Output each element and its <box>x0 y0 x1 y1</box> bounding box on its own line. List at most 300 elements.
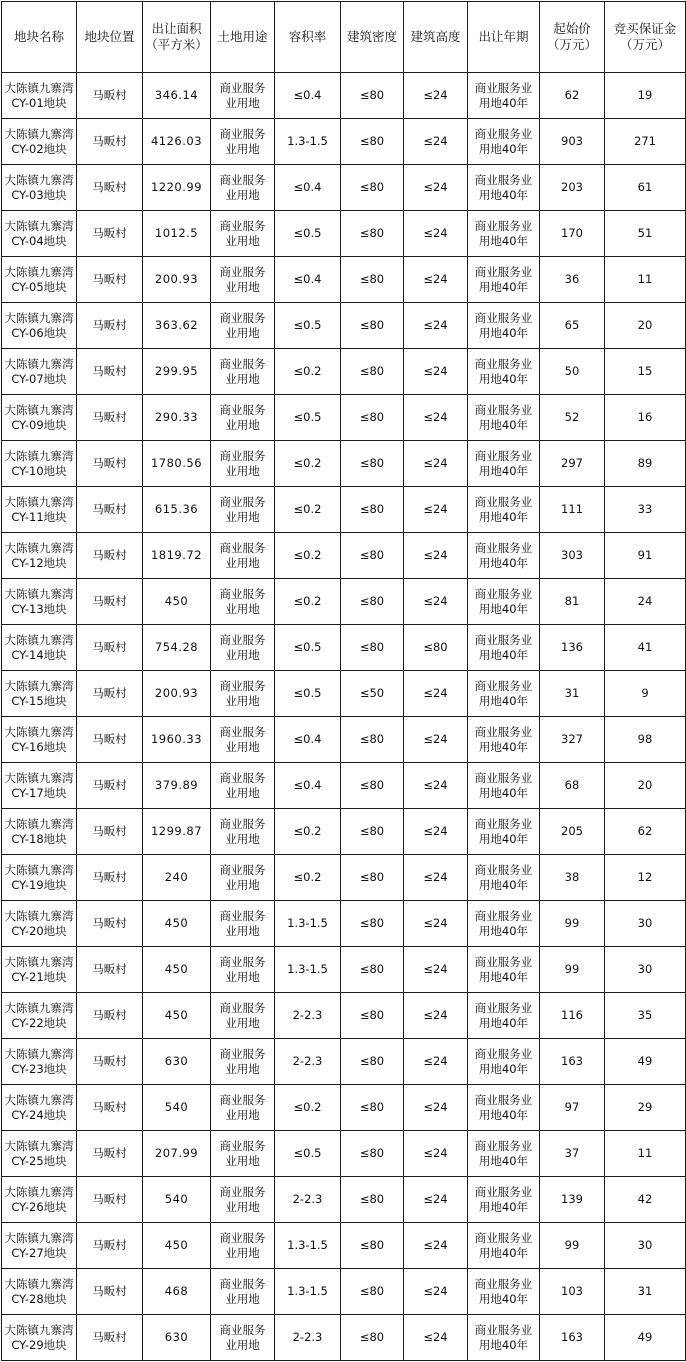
cell-value: ≤0.4 <box>293 88 322 102</box>
cell-value: 163 <box>561 1054 583 1068</box>
cell-line: 用地40年 <box>478 1107 529 1122</box>
cell-value: 马畈村 <box>92 226 127 240</box>
cell-line: 商业服务 <box>219 264 266 279</box>
cell-line: 商业服务 <box>219 80 266 95</box>
cell-area <box>143 717 211 763</box>
cell-value: ≤24 <box>423 1146 448 1160</box>
cell-value: ≤0.5 <box>293 640 322 654</box>
cell-value: 1012.5 <box>154 226 199 240</box>
header-area <box>143 2 211 73</box>
cell-line: 大陈镇九寨湾 <box>4 724 74 739</box>
table-row <box>2 901 686 947</box>
cell-value: 马畈村 <box>92 456 127 470</box>
cell-deposit <box>605 809 686 855</box>
cell-area <box>143 809 211 855</box>
cell-line: 商业服务 <box>219 1276 266 1291</box>
cell-value: 379.89 <box>154 778 199 792</box>
cell-value: ≤80 <box>359 1330 385 1344</box>
cell-value: 754.28 <box>154 640 199 654</box>
cell-value: 2-2.3 <box>292 1192 323 1206</box>
cell-value: ≤80 <box>359 1100 385 1114</box>
header-line: 土地用途 <box>217 29 268 44</box>
cell-lease-term <box>468 671 540 717</box>
cell-area <box>143 1131 211 1177</box>
cell-value: 207.99 <box>154 1146 199 1160</box>
cell-value: 450 <box>164 1238 189 1252</box>
cell-lease-term <box>468 1085 540 1131</box>
cell-value: 马畈村 <box>92 916 127 930</box>
cell-value: 136 <box>561 640 583 654</box>
cell-building-height <box>404 809 468 855</box>
table-body <box>2 73 686 1361</box>
cell-start-price <box>540 717 605 763</box>
cell-building-height <box>404 1223 468 1269</box>
cell-building-height <box>404 1315 468 1361</box>
cell-building-density <box>341 1315 404 1361</box>
cell-line: 大陈镇九寨湾 <box>4 494 74 509</box>
cell-value: ≤80 <box>359 456 385 470</box>
cell-building-density <box>341 901 404 947</box>
cell-line: 业用地 <box>225 141 260 156</box>
cell-area <box>143 303 211 349</box>
cell-line: 商业服务业 <box>474 724 533 739</box>
cell-line: 业用地 <box>225 509 260 524</box>
cell-line: 大陈镇九寨湾 <box>4 1276 74 1291</box>
cell-line: 用地40年 <box>478 233 529 248</box>
cell-parcel-name <box>2 441 77 487</box>
cell-land-use <box>211 1269 275 1315</box>
cell-value: 马畈村 <box>92 364 127 378</box>
cell-value: 30 <box>637 1238 653 1252</box>
cell-value: ≤80 <box>359 916 385 930</box>
cell-floor-area-ratio <box>275 717 341 763</box>
cell-building-height <box>404 1131 468 1177</box>
cell-floor-area-ratio <box>275 165 341 211</box>
cell-start-price <box>540 303 605 349</box>
cell-line: 用地40年 <box>478 325 529 340</box>
cell-deposit <box>605 349 686 395</box>
cell-value: ≤80 <box>359 548 385 562</box>
cell-line: 大陈镇九寨湾 <box>4 1046 74 1061</box>
cell-value: ≤80 <box>359 318 385 332</box>
cell-location <box>77 487 143 533</box>
cell-deposit <box>605 947 686 993</box>
header-line: 出让面积 <box>151 21 202 36</box>
cell-value: 111 <box>561 502 583 516</box>
table-row <box>2 73 686 119</box>
cell-value: 99 <box>564 916 580 930</box>
cell-value: ≤80 <box>359 1238 385 1252</box>
cell-value: 24 <box>637 594 653 608</box>
cell-value: ≤0.5 <box>293 318 322 332</box>
cell-floor-area-ratio <box>275 257 341 303</box>
cell-floor-area-ratio <box>275 809 341 855</box>
cell-value: ≤0.2 <box>293 548 322 562</box>
table-row <box>2 349 686 395</box>
cell-line: 大陈镇九寨湾 <box>4 310 74 325</box>
cell-line: 商业服务 <box>219 816 266 831</box>
cell-value: ≤24 <box>423 1008 448 1022</box>
cell-building-density <box>341 165 404 211</box>
cell-value: 327 <box>561 732 583 746</box>
cell-value: 297 <box>561 456 583 470</box>
cell-start-price <box>540 1315 605 1361</box>
cell-lease-term <box>468 717 540 763</box>
cell-floor-area-ratio <box>275 1177 341 1223</box>
cell-lease-term <box>468 625 540 671</box>
cell-line: 商业服务业 <box>474 586 533 601</box>
cell-line: 业用地 <box>225 187 260 202</box>
cell-value: ≤24 <box>423 180 448 194</box>
cell-start-price <box>540 257 605 303</box>
cell-start-price <box>540 809 605 855</box>
cell-line: CY-11地块 <box>11 509 67 524</box>
table-row <box>2 1177 686 1223</box>
cell-value: 11 <box>637 1146 653 1160</box>
cell-line: CY-06地块 <box>11 325 67 340</box>
cell-value: 马畈村 <box>92 732 127 746</box>
cell-line: 业用地 <box>225 1061 260 1076</box>
cell-value: 马畈村 <box>92 134 127 148</box>
cell-location <box>77 901 143 947</box>
cell-lease-term <box>468 257 540 303</box>
table-row <box>2 303 686 349</box>
cell-line: CY-03地块 <box>11 187 67 202</box>
cell-line: 业用地 <box>225 969 260 984</box>
cell-building-density <box>341 993 404 1039</box>
cell-building-height <box>404 303 468 349</box>
cell-line: 商业服务业 <box>474 1322 533 1337</box>
cell-line: 商业服务 <box>219 1046 266 1061</box>
cell-line: 用地40年 <box>478 187 529 202</box>
cell-building-height <box>404 487 468 533</box>
cell-line: 用地40年 <box>478 371 529 386</box>
cell-line: 用地40年 <box>478 1015 529 1030</box>
cell-floor-area-ratio <box>275 993 341 1039</box>
cell-line: CY-21地块 <box>11 969 67 984</box>
cell-line: 业用地 <box>225 785 260 800</box>
cell-deposit <box>605 165 686 211</box>
cell-value: 49 <box>637 1330 653 1344</box>
cell-value: 163 <box>561 1330 583 1344</box>
cell-start-price <box>540 579 605 625</box>
cell-start-price <box>540 487 605 533</box>
table-row <box>2 533 686 579</box>
cell-area <box>143 1269 211 1315</box>
cell-value: ≤0.5 <box>293 410 322 424</box>
cell-value: 1.3-1.5 <box>287 1238 328 1252</box>
cell-land-use <box>211 809 275 855</box>
cell-land-use <box>211 671 275 717</box>
cell-location <box>77 211 143 257</box>
cell-start-price <box>540 855 605 901</box>
cell-value: ≤0.2 <box>293 824 322 838</box>
cell-deposit <box>605 1223 686 1269</box>
cell-building-height <box>404 257 468 303</box>
cell-deposit <box>605 1131 686 1177</box>
cell-building-density <box>341 395 404 441</box>
table-row <box>2 1223 686 1269</box>
cell-land-use <box>211 993 275 1039</box>
cell-building-height <box>404 993 468 1039</box>
header-line: 竞买保证金 <box>613 21 677 36</box>
cell-parcel-name <box>2 901 77 947</box>
cell-line: 业用地 <box>225 647 260 662</box>
cell-value: ≤0.4 <box>293 272 322 286</box>
cell-line: 大陈镇九寨湾 <box>4 770 74 785</box>
cell-value: 9 <box>641 686 649 700</box>
cell-parcel-name <box>2 349 77 395</box>
cell-value: 42 <box>637 1192 653 1206</box>
cell-parcel-name <box>2 303 77 349</box>
cell-value: ≤80 <box>359 180 385 194</box>
cell-deposit <box>605 303 686 349</box>
cell-land-use <box>211 349 275 395</box>
cell-line: CY-16地块 <box>11 739 67 754</box>
cell-area <box>143 533 211 579</box>
cell-parcel-name <box>2 1223 77 1269</box>
cell-building-density <box>341 487 404 533</box>
cell-parcel-name <box>2 993 77 1039</box>
cell-line: 大陈镇九寨湾 <box>4 1322 74 1337</box>
cell-land-use <box>211 119 275 165</box>
cell-deposit <box>605 763 686 809</box>
cell-line: 商业服务业 <box>474 264 533 279</box>
header-parcel-name <box>2 2 77 73</box>
cell-floor-area-ratio <box>275 1223 341 1269</box>
table-row <box>2 671 686 717</box>
cell-line: 业用地 <box>225 555 260 570</box>
cell-value: 2-2.3 <box>292 1008 323 1022</box>
cell-value: 马畈村 <box>92 778 127 792</box>
cell-lease-term <box>468 119 540 165</box>
cell-area <box>143 1039 211 1085</box>
cell-value: 1819.72 <box>150 548 203 562</box>
cell-floor-area-ratio <box>275 211 341 257</box>
cell-value: ≤80 <box>359 364 385 378</box>
cell-line: 用地40年 <box>478 831 529 846</box>
cell-line: 大陈镇九寨湾 <box>4 908 74 923</box>
cell-building-density <box>341 211 404 257</box>
cell-line: 业用地 <box>225 325 260 340</box>
cell-lease-term <box>468 349 540 395</box>
cell-location <box>77 855 143 901</box>
cell-value: ≤24 <box>423 1054 448 1068</box>
cell-location <box>77 1039 143 1085</box>
cell-area <box>143 625 211 671</box>
cell-parcel-name <box>2 1039 77 1085</box>
cell-line: 商业服务业 <box>474 770 533 785</box>
cell-floor-area-ratio <box>275 1131 341 1177</box>
cell-land-use <box>211 395 275 441</box>
cell-area <box>143 487 211 533</box>
cell-value: ≤24 <box>423 1284 448 1298</box>
cell-parcel-name <box>2 211 77 257</box>
cell-line: 大陈镇九寨湾 <box>4 1092 74 1107</box>
cell-building-height <box>404 119 468 165</box>
cell-line: CY-25地块 <box>11 1153 67 1168</box>
cell-start-price <box>540 901 605 947</box>
cell-location <box>77 257 143 303</box>
cell-area <box>143 1177 211 1223</box>
cell-value: 615.36 <box>154 502 199 516</box>
cell-value: 103 <box>561 1284 583 1298</box>
cell-lease-term <box>468 165 540 211</box>
cell-area <box>143 671 211 717</box>
cell-line: 大陈镇九寨湾 <box>4 586 74 601</box>
cell-value: ≤24 <box>423 456 448 470</box>
cell-value: 200.93 <box>154 686 199 700</box>
cell-floor-area-ratio <box>275 901 341 947</box>
cell-value: 540 <box>164 1192 189 1206</box>
cell-floor-area-ratio <box>275 671 341 717</box>
cell-line: 大陈镇九寨湾 <box>4 218 74 233</box>
cell-value: ≤24 <box>423 502 448 516</box>
cell-line: 商业服务业 <box>474 1230 533 1245</box>
cell-start-price <box>540 349 605 395</box>
cell-value: 200.93 <box>154 272 199 286</box>
cell-building-density <box>341 349 404 395</box>
table-row <box>2 763 686 809</box>
cell-line: CY-29地块 <box>11 1337 67 1352</box>
cell-value: 马畈村 <box>92 502 127 516</box>
table-row <box>2 809 686 855</box>
cell-parcel-name <box>2 1177 77 1223</box>
cell-line: 商业服务业 <box>474 954 533 969</box>
cell-start-price <box>540 1131 605 1177</box>
cell-value: 马畈村 <box>92 88 127 102</box>
header-deposit <box>605 2 686 73</box>
cell-value: 31 <box>637 1284 653 1298</box>
cell-parcel-name <box>2 1131 77 1177</box>
cell-parcel-name <box>2 119 77 165</box>
cell-building-density <box>341 855 404 901</box>
cell-value: 马畈村 <box>92 548 127 562</box>
cell-line: 大陈镇九寨湾 <box>4 540 74 555</box>
cell-floor-area-ratio <box>275 1269 341 1315</box>
header-line: （平方米） <box>145 37 208 52</box>
header-location <box>77 2 143 73</box>
cell-value: 68 <box>564 778 580 792</box>
cell-value: ≤80 <box>359 778 385 792</box>
cell-location <box>77 809 143 855</box>
cell-value: 290.33 <box>154 410 199 424</box>
cell-line: 用地40年 <box>478 1153 529 1168</box>
cell-value: 98 <box>637 732 653 746</box>
cell-line: 商业服务业 <box>474 172 533 187</box>
cell-line: 大陈镇九寨湾 <box>4 1230 74 1245</box>
cell-value: ≤24 <box>423 134 448 148</box>
cell-parcel-name <box>2 257 77 303</box>
cell-floor-area-ratio <box>275 119 341 165</box>
cell-building-density <box>341 1131 404 1177</box>
table-row <box>2 993 686 1039</box>
cell-line: 商业服务 <box>219 862 266 877</box>
cell-line: 业用地 <box>225 371 260 386</box>
cell-value: 马畈村 <box>92 318 127 332</box>
cell-location <box>77 625 143 671</box>
cell-line: CY-26地块 <box>11 1199 67 1214</box>
cell-floor-area-ratio <box>275 625 341 671</box>
cell-deposit <box>605 487 686 533</box>
cell-area <box>143 73 211 119</box>
cell-value: ≤0.2 <box>293 1100 322 1114</box>
cell-start-price <box>540 1039 605 1085</box>
cell-parcel-name <box>2 717 77 763</box>
header-building-height <box>404 2 468 73</box>
cell-parcel-name <box>2 395 77 441</box>
cell-parcel-name <box>2 763 77 809</box>
cell-value: 1220.99 <box>150 180 203 194</box>
header-start-price <box>540 2 605 73</box>
cell-start-price <box>540 1085 605 1131</box>
cell-line: 商业服务业 <box>474 1184 533 1199</box>
cell-line: CY-14地块 <box>11 647 67 662</box>
cell-lease-term <box>468 1315 540 1361</box>
table-row <box>2 717 686 763</box>
cell-parcel-name <box>2 809 77 855</box>
cell-value: ≤80 <box>359 134 385 148</box>
cell-line: 用地40年 <box>478 1061 529 1076</box>
cell-value: 203 <box>561 180 583 194</box>
cell-deposit <box>605 1085 686 1131</box>
cell-location <box>77 533 143 579</box>
cell-line: CY-23地块 <box>11 1061 67 1076</box>
cell-line: CY-22地块 <box>11 1015 67 1030</box>
cell-value: 马畈村 <box>92 1100 127 1114</box>
cell-building-height <box>404 441 468 487</box>
cell-value: 马畈村 <box>92 272 127 286</box>
cell-location <box>77 441 143 487</box>
cell-value: 346.14 <box>154 88 199 102</box>
cell-building-density <box>341 809 404 855</box>
cell-parcel-name <box>2 165 77 211</box>
cell-value: 2-2.3 <box>292 1330 323 1344</box>
cell-line: 大陈镇九寨湾 <box>4 954 74 969</box>
table-row <box>2 441 686 487</box>
table-row <box>2 257 686 303</box>
cell-floor-area-ratio <box>275 349 341 395</box>
cell-building-density <box>341 1085 404 1131</box>
cell-value: 450 <box>164 1008 189 1022</box>
cell-line: CY-15地块 <box>11 693 67 708</box>
cell-land-use <box>211 487 275 533</box>
cell-line: CY-20地块 <box>11 923 67 938</box>
cell-land-use <box>211 257 275 303</box>
cell-line: 商业服务业 <box>474 448 533 463</box>
cell-line: 大陈镇九寨湾 <box>4 448 74 463</box>
cell-deposit <box>605 73 686 119</box>
cell-area <box>143 901 211 947</box>
cell-value: ≤80 <box>359 962 385 976</box>
cell-line: 大陈镇九寨湾 <box>4 356 74 371</box>
cell-line: 业用地 <box>225 1015 260 1030</box>
cell-line: 业用地 <box>225 233 260 248</box>
table-row <box>2 579 686 625</box>
cell-location <box>77 165 143 211</box>
cell-building-height <box>404 717 468 763</box>
cell-value: ≤24 <box>423 1100 448 1114</box>
cell-location <box>77 1315 143 1361</box>
cell-value: 1.3-1.5 <box>287 916 328 930</box>
cell-line: 商业服务 <box>219 632 266 647</box>
cell-lease-term <box>468 1269 540 1315</box>
cell-line: 商业服务业 <box>474 1138 533 1153</box>
cell-line: 商业服务业 <box>474 908 533 923</box>
table-row <box>2 165 686 211</box>
cell-lease-term <box>468 855 540 901</box>
cell-deposit <box>605 441 686 487</box>
